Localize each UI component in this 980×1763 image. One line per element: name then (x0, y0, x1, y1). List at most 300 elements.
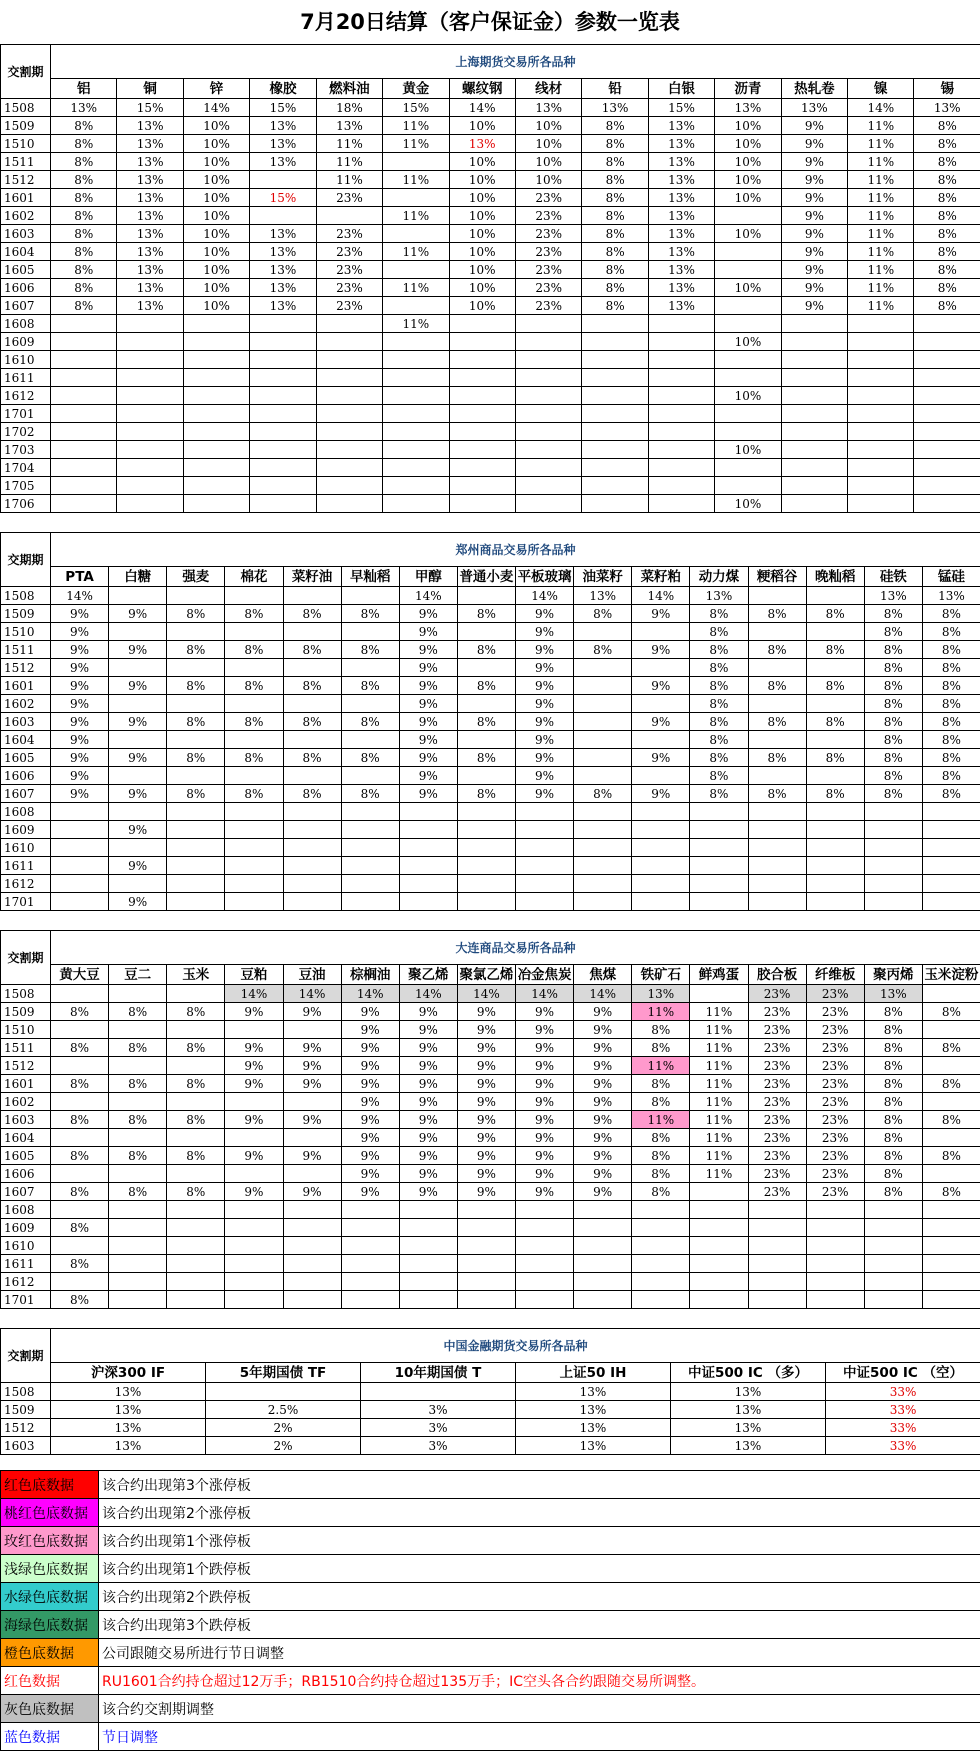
product-header: 铝 (51, 79, 117, 99)
margin-cell: 9% (781, 261, 847, 279)
margin-cell (399, 839, 457, 857)
margin-cell (574, 821, 632, 839)
table-row (1, 659, 980, 677)
margin-cell: 23% (748, 985, 806, 1003)
margin-cell: 8% (51, 297, 117, 315)
margin-cell (781, 333, 847, 351)
margin-cell: 9% (283, 1075, 341, 1093)
margin-cell (632, 1291, 690, 1309)
margin-cell: 10% (449, 117, 515, 135)
margin-cell: 9% (51, 623, 109, 641)
margin-cell: 13% (781, 99, 847, 117)
margin-cell (225, 839, 283, 857)
margin-cell (250, 315, 316, 333)
margin-cell: 9% (225, 1075, 283, 1093)
margin-cell (457, 1219, 515, 1237)
margin-cell: 8% (283, 641, 341, 659)
margin-cell: 9% (109, 857, 167, 875)
margin-cell: 23% (748, 1165, 806, 1183)
margin-cell (748, 1201, 806, 1219)
margin-cell: 9% (225, 1111, 283, 1129)
margin-cell: 8% (225, 749, 283, 767)
margin-cell (341, 1255, 399, 1273)
margin-cell (648, 351, 714, 369)
margin-cell: 8% (914, 117, 980, 135)
margin-cell: 23% (316, 297, 382, 315)
table-row (1, 207, 980, 225)
margin-cell (383, 405, 449, 423)
margin-cell: 9% (457, 1057, 515, 1075)
margin-cell (167, 821, 225, 839)
margin-cell: 13% (922, 587, 980, 605)
table-row (1, 477, 980, 495)
product-header: 豆粕 (225, 965, 283, 985)
margin-cell: 8% (167, 749, 225, 767)
margin-cell: 13% (864, 587, 922, 605)
margin-cell (582, 369, 648, 387)
product-header: 棕榈油 (341, 965, 399, 985)
margin-cell (283, 875, 341, 893)
margin-cell (51, 1093, 109, 1111)
margin-cell (574, 1255, 632, 1273)
margin-cell (167, 857, 225, 875)
margin-cell: 14% (457, 985, 515, 1003)
margin-cell: 11% (690, 1021, 748, 1039)
margin-cell (806, 821, 864, 839)
margin-cell (250, 459, 316, 477)
legend-key: 玫红色底数据 (1, 1527, 99, 1555)
margin-cell (250, 387, 316, 405)
margin-cell: 11% (690, 1093, 748, 1111)
margin-cell (316, 441, 382, 459)
product-header: 聚丙烯 (864, 965, 922, 985)
margin-cell (748, 857, 806, 875)
margin-cell (457, 587, 515, 605)
margin-cell: 11% (383, 117, 449, 135)
margin-cell: 3% (361, 1419, 516, 1437)
margin-cell: 13% (648, 261, 714, 279)
margin-cell: 9% (632, 605, 690, 623)
margin-cell (183, 423, 249, 441)
period-label: 1508 (1, 1383, 51, 1401)
margin-cell: 8% (914, 171, 980, 189)
legend-row (1, 1527, 980, 1555)
margin-cell (690, 1219, 748, 1237)
margin-cell: 8% (864, 1111, 922, 1129)
margin-cell: 8% (922, 641, 980, 659)
margin-cell: 9% (516, 1111, 574, 1129)
margin-cell: 14% (341, 985, 399, 1003)
period-label: 1605 (1, 749, 51, 767)
margin-cell (574, 731, 632, 749)
margin-cell: 9% (574, 1111, 632, 1129)
margin-cell (515, 405, 581, 423)
margin-cell: 13% (250, 225, 316, 243)
table-row (1, 459, 980, 477)
margin-cell (457, 875, 515, 893)
margin-cell: 8% (51, 279, 117, 297)
margin-cell: 9% (632, 713, 690, 731)
margin-cell: 10% (715, 135, 781, 153)
margin-cell: 11% (632, 1111, 690, 1129)
margin-cell (167, 767, 225, 785)
margin-cell: 14% (574, 985, 632, 1003)
table-row (1, 297, 980, 315)
legend-desc: RU1601合约持仓超过12万手；RB1510合约持仓超过135万手；IC空头各合约跟随交易所调整。 (99, 1667, 980, 1695)
margin-cell: 9% (341, 1075, 399, 1093)
margin-cell: 8% (51, 225, 117, 243)
margin-cell: 10% (515, 117, 581, 135)
cffex-section (0, 1328, 980, 1455)
margin-cell (922, 1129, 980, 1147)
margin-cell (117, 405, 183, 423)
margin-cell (51, 459, 117, 477)
legend-key: 桃红色底数据 (1, 1499, 99, 1527)
section-title-row (1, 533, 980, 567)
table-row (1, 1255, 980, 1273)
period-label: 1509 (1, 605, 51, 623)
margin-cell: 8% (167, 1003, 225, 1021)
margin-cell (632, 623, 690, 641)
margin-cell (283, 623, 341, 641)
margin-cell (632, 695, 690, 713)
margin-cell: 8% (690, 641, 748, 659)
margin-cell: 15% (383, 99, 449, 117)
margin-cell (515, 333, 581, 351)
margin-cell (383, 225, 449, 243)
period-label: 1605 (1, 261, 51, 279)
margin-cell (582, 477, 648, 495)
margin-cell: 9% (781, 135, 847, 153)
margin-cell (51, 1165, 109, 1183)
margin-cell: 8% (864, 1075, 922, 1093)
table-row (1, 405, 980, 423)
margin-cell: 23% (806, 985, 864, 1003)
margin-cell (225, 821, 283, 839)
margin-cell: 13% (51, 1383, 206, 1401)
margin-cell: 9% (516, 1147, 574, 1165)
margin-cell (715, 351, 781, 369)
margin-cell (449, 387, 515, 405)
margin-cell: 8% (864, 695, 922, 713)
margin-cell: 9% (516, 641, 574, 659)
margin-cell: 33% (826, 1383, 980, 1401)
margin-cell: 10% (183, 225, 249, 243)
period-label: 1610 (1, 351, 51, 369)
margin-cell (449, 315, 515, 333)
product-header: 甲醇 (399, 567, 457, 587)
margin-cell: 11% (848, 117, 914, 135)
period-label: 1512 (1, 1419, 51, 1437)
margin-cell (167, 985, 225, 1003)
margin-cell (690, 1237, 748, 1255)
period-label: 1604 (1, 243, 51, 261)
margin-cell: 9% (781, 279, 847, 297)
table-row (1, 1183, 980, 1201)
margin-cell: 9% (632, 677, 690, 695)
margin-cell: 8% (806, 605, 864, 623)
margin-cell (283, 821, 341, 839)
margin-cell (690, 857, 748, 875)
margin-cell (109, 1219, 167, 1237)
margin-cell: 9% (632, 641, 690, 659)
margin-cell: 11% (316, 171, 382, 189)
margin-cell: 14% (51, 587, 109, 605)
product-header: 上证50 IH (516, 1363, 671, 1383)
margin-cell (383, 333, 449, 351)
legend-desc: 节日调整 (99, 1723, 980, 1751)
margin-cell: 9% (399, 731, 457, 749)
margin-cell: 10% (183, 207, 249, 225)
product-header: 普通小麦 (457, 567, 515, 587)
margin-cell (914, 405, 980, 423)
margin-cell (648, 333, 714, 351)
margin-cell: 9% (225, 1183, 283, 1201)
margin-cell (648, 441, 714, 459)
period-label: 1512 (1, 1057, 51, 1075)
period-label: 1510 (1, 623, 51, 641)
margin-cell (516, 1273, 574, 1291)
margin-cell: 13% (250, 153, 316, 171)
margin-cell: 8% (864, 1021, 922, 1039)
margin-cell (399, 1273, 457, 1291)
product-header: 动力煤 (690, 567, 748, 587)
margin-cell (449, 459, 515, 477)
margin-cell (250, 171, 316, 189)
margin-cell (516, 875, 574, 893)
legend-row (1, 1583, 980, 1611)
period-label: 1609 (1, 1219, 51, 1237)
margin-cell: 13% (690, 587, 748, 605)
margin-cell: 33% (826, 1437, 980, 1455)
margin-cell (283, 1273, 341, 1291)
margin-cell: 9% (574, 1075, 632, 1093)
margin-cell: 23% (515, 189, 581, 207)
product-header: 菜籽粕 (632, 567, 690, 587)
margin-cell (250, 207, 316, 225)
product-header: 聚氯乙烯 (457, 965, 515, 985)
margin-cell: 9% (781, 171, 847, 189)
margin-cell: 8% (864, 605, 922, 623)
margin-cell: 13% (671, 1383, 826, 1401)
table-row (1, 1129, 980, 1147)
margin-cell (383, 297, 449, 315)
product-header: 燃料油 (316, 79, 382, 99)
margin-cell: 13% (632, 985, 690, 1003)
margin-cell: 10% (183, 189, 249, 207)
margin-cell (383, 369, 449, 387)
margin-cell: 13% (648, 225, 714, 243)
margin-cell: 14% (848, 99, 914, 117)
margin-cell: 14% (225, 985, 283, 1003)
period-label: 1606 (1, 767, 51, 785)
margin-cell (864, 1291, 922, 1309)
margin-cell (457, 893, 515, 911)
margin-cell (167, 1201, 225, 1219)
margin-cell: 23% (748, 1183, 806, 1201)
product-header: 中证500 IC （多） (671, 1363, 826, 1383)
margin-cell (914, 495, 980, 513)
product-header: 热轧卷 (781, 79, 847, 99)
legend-row (1, 1667, 980, 1695)
margin-cell: 23% (748, 1075, 806, 1093)
margin-cell: 8% (51, 261, 117, 279)
margin-cell: 13% (117, 261, 183, 279)
margin-cell (167, 695, 225, 713)
margin-cell: 8% (109, 1111, 167, 1129)
margin-cell: 8% (864, 1165, 922, 1183)
margin-cell: 9% (781, 297, 847, 315)
margin-cell: 15% (648, 99, 714, 117)
margin-cell (806, 1237, 864, 1255)
margin-cell: 13% (250, 243, 316, 261)
margin-cell: 9% (516, 713, 574, 731)
margin-cell (51, 985, 109, 1003)
margin-cell (225, 1165, 283, 1183)
margin-cell: 10% (449, 153, 515, 171)
margin-cell (864, 893, 922, 911)
margin-cell (632, 767, 690, 785)
margin-cell: 13% (582, 99, 648, 117)
section-title: 大连商品交易所各品种 (51, 931, 980, 965)
margin-cell (781, 477, 847, 495)
margin-cell (109, 1201, 167, 1219)
margin-cell: 13% (516, 1401, 671, 1419)
margin-cell (582, 351, 648, 369)
margin-cell (399, 803, 457, 821)
margin-cell (51, 1021, 109, 1039)
margin-cell (806, 875, 864, 893)
margin-cell: 8% (109, 1147, 167, 1165)
margin-cell: 9% (51, 677, 109, 695)
margin-cell (922, 1093, 980, 1111)
margin-cell: 8% (167, 1147, 225, 1165)
table-row (1, 695, 980, 713)
margin-cell (250, 423, 316, 441)
margin-cell: 9% (516, 785, 574, 803)
period-label: 1602 (1, 207, 51, 225)
product-header-row (1, 965, 980, 985)
margin-cell: 13% (648, 297, 714, 315)
product-header: 玉米淀粉 (922, 965, 980, 985)
margin-cell: 8% (632, 1075, 690, 1093)
margin-cell (51, 875, 109, 893)
margin-cell: 9% (516, 1057, 574, 1075)
margin-cell: 23% (748, 1147, 806, 1165)
period-label: 1606 (1, 279, 51, 297)
margin-cell: 8% (582, 171, 648, 189)
period-label: 1706 (1, 495, 51, 513)
margin-cell (516, 1219, 574, 1237)
product-header: 平板玻璃 (516, 567, 574, 587)
margin-cell: 8% (632, 1039, 690, 1057)
margin-cell (183, 369, 249, 387)
product-header: 黄金 (383, 79, 449, 99)
margin-cell (283, 731, 341, 749)
margin-cell (449, 333, 515, 351)
margin-cell (806, 695, 864, 713)
margin-cell (648, 477, 714, 495)
margin-cell (914, 315, 980, 333)
margin-cell: 13% (51, 1437, 206, 1455)
margin-cell (632, 821, 690, 839)
margin-cell (632, 857, 690, 875)
margin-cell: 9% (399, 767, 457, 785)
margin-cell (399, 1201, 457, 1219)
margin-cell: 8% (922, 1147, 980, 1165)
margin-cell: 14% (183, 99, 249, 117)
margin-cell: 13% (250, 261, 316, 279)
margin-cell: 9% (341, 1039, 399, 1057)
margin-cell (399, 821, 457, 839)
legend-row (1, 1611, 980, 1639)
margin-cell: 9% (225, 1147, 283, 1165)
period-label: 1608 (1, 803, 51, 821)
margin-cell (283, 839, 341, 857)
margin-cell: 8% (922, 623, 980, 641)
margin-cell (632, 803, 690, 821)
margin-cell: 10% (183, 153, 249, 171)
margin-cell (848, 369, 914, 387)
margin-cell: 9% (109, 785, 167, 803)
margin-cell (341, 695, 399, 713)
margin-cell: 10% (715, 333, 781, 351)
margin-cell: 10% (449, 261, 515, 279)
margin-cell: 8% (922, 659, 980, 677)
table-row (1, 587, 980, 605)
table-row (1, 749, 980, 767)
margin-cell: 8% (922, 1039, 980, 1057)
margin-cell: 9% (399, 713, 457, 731)
margin-cell (922, 1219, 980, 1237)
margin-cell (383, 153, 449, 171)
margin-cell: 10% (515, 135, 581, 153)
margin-cell: 13% (574, 587, 632, 605)
margin-cell: 11% (848, 243, 914, 261)
margin-cell (457, 1255, 515, 1273)
margin-cell: 11% (848, 261, 914, 279)
margin-cell: 18% (316, 99, 382, 117)
margin-cell: 9% (574, 1165, 632, 1183)
margin-cell (117, 315, 183, 333)
margin-cell (167, 1129, 225, 1147)
margin-cell: 9% (109, 821, 167, 839)
margin-cell (748, 839, 806, 857)
margin-cell: 8% (167, 641, 225, 659)
margin-cell: 10% (449, 225, 515, 243)
margin-cell: 13% (316, 117, 382, 135)
margin-cell (51, 1201, 109, 1219)
margin-cell: 9% (457, 1075, 515, 1093)
margin-cell (51, 387, 117, 405)
margin-cell (914, 369, 980, 387)
margin-cell (51, 477, 117, 495)
table-row (1, 731, 980, 749)
margin-cell (582, 315, 648, 333)
table-row (1, 261, 980, 279)
margin-cell: 13% (648, 135, 714, 153)
margin-cell: 8% (457, 749, 515, 767)
margin-cell (250, 441, 316, 459)
margin-cell (582, 333, 648, 351)
margin-cell: 8% (914, 297, 980, 315)
margin-cell (283, 1165, 341, 1183)
margin-cell (283, 1093, 341, 1111)
margin-cell: 8% (167, 605, 225, 623)
margin-cell: 8% (167, 1111, 225, 1129)
product-header: 粳稻谷 (748, 567, 806, 587)
margin-cell: 10% (715, 171, 781, 189)
